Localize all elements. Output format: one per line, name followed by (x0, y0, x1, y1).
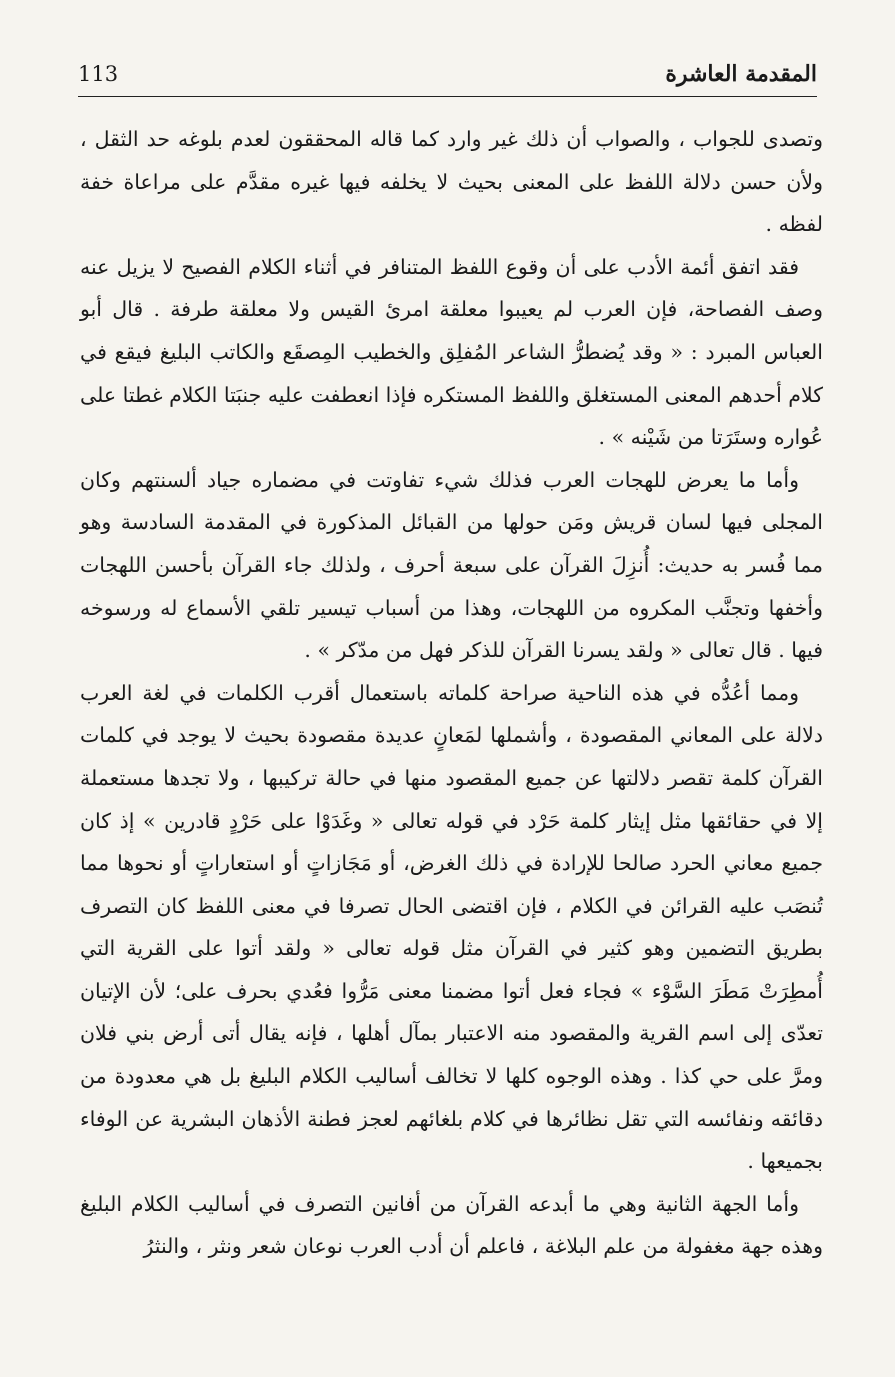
paragraph: وأما الجهة الثانية وهي ما أبدعه القرآن من أفانين التصرف في أساليب الكلام البليغ وهذه جهة مغفولة من علم البلاغة ، فاعلم أن أدب العرب نوعان شعر ونثر ، والنثرُ (80, 1191, 823, 1259)
paragraph: فقد اتفق أئمة الأدب على أن وقوع اللفظ المتنافر في أثناء الكلام الفصيح لا يزيل عنه وصف الفصاحة، فإن العرب لم يعيبوا معلقة امرئ القيس ولا معلقة طرفة . قال أبو العباس المبرد : « وقد يُضطرُّ الشاعر المُفلِق والخطيب المِصقَع والكاتب البليغ فيقع في كلام أحدهم المعنى المستغلق واللفظ المستكره فإذا انعطفت عليه جنبَتا الكلام غطتا على عُواره وستَرَتا من شَيْنه » . (80, 254, 823, 450)
page-header (78, 52, 817, 97)
paragraph: وتصدى للجواب ، والصواب أن ذلك غير وارد كما قاله المحققون لعدم بلوغه حد الثقل ، ولأن حسن دلالة اللفظ على المعنى بحيث لا يخلفه فيها غيره مقدَّم على مراعاة خفة لفظه . (80, 127, 823, 237)
paragraph: ومما أعُدُّه في هذه الناحية صراحة كلماته باستعمال أقرب الكلمات في لغة العرب دلالة على المعاني المقصودة ، وأشملها لمَعانٍ عديدة مقصودة بحيث لا يوجد في كلمات القرآن كلمة تقصر دلالتها عن جميع المقصود منها في حالة تركيبها ، ولا تجدها مستعملة إلا في حقائقها مثل إيثار كلمة حَرْد في قوله تعالى « وغَدَوْا على حَرْدٍ قادرين » إذ كان جميع معاني الحرد صالحا للإرادة في ذلك الغرض، أو مَجَازاتٍ أو استعاراتٍ أو نحوها مما تُنصَب عليه القرائن في الكلام ، فإن اقتضى الحال تصرفا في معنى اللفظ كان التصرف بطريق التضمين وهو كثير في القرآن مثل قوله تعالى « ولقد أتوا على القرية التي أُمطِرَتْ مَطَرَ السَّوْء » فجاء فعل أتوا مضمنا معنى مَرُّوا فعُدي بحرف على؛ لأن الإتيان تعدّى إلى اسم القرية والمقصود منه الاعتبار بمآل أهلها ، فإنه يقال أتى أرض بني فلان ومرَّ على حي كذا . وهذه الوجوه كلها لا تخالف أساليب الكلام البليغ بل هي معدودة من دقائقه ونفائسه التي تقل نظائرها في كلام بلغائهم لعجز فطنة الأذهان البشرية عن الوفاء بجميعها . (80, 680, 823, 1174)
page-number: 113 (78, 62, 119, 86)
running-title: المقدمة العاشرة (665, 61, 817, 87)
paragraph: وأما ما يعرض للهجات العرب فذلك شيء تفاوتت في مضماره جياد ألسنتهم وكان المجلى فيها لسان قريش ومَن حولها من القبائل المذكورة في المقدمة السادسة وهو مما فُسر به حديث: أُنزِلَ القرآن على سبعة أحرف ، ولذلك جاء القرآن بأحسن اللهجات وأخفها وتجنَّب المكروه من اللهجات، وهذا من أسباب تيسير تلقي الأسماع له ورسوخه فيها . قال تعالى « ولقد يسرنا القرآن للذكر فهل من مدّكر » . (80, 467, 823, 663)
body-text (80, 118, 823, 1268)
